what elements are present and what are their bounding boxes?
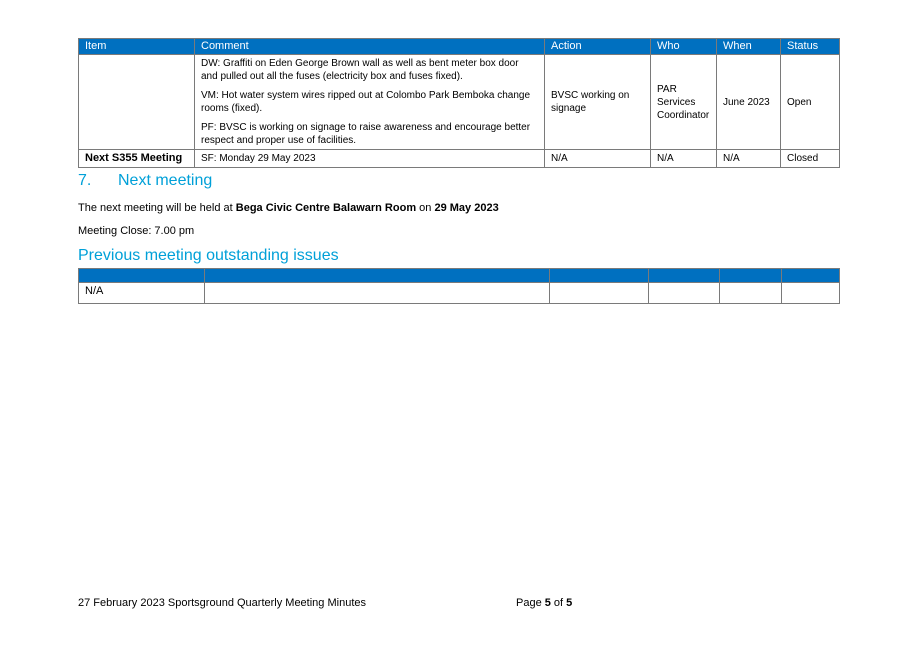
cell-status: Closed xyxy=(781,150,840,168)
header-status: Status xyxy=(781,39,840,55)
section-title: Next meeting xyxy=(118,172,213,189)
table-header-row xyxy=(79,39,840,55)
cell-when: June 2023 xyxy=(717,55,781,150)
previous-issues-table xyxy=(78,268,840,304)
section-heading-next-meeting xyxy=(78,171,212,191)
comment-dw: DW: Graffiti on Eden George Brown wall as well as bent meter box door and pulled out all the fuses (electricity box and fuses fixed). xyxy=(201,58,519,82)
actions-table xyxy=(78,38,840,168)
section-heading-previous-issues: Previous meeting outstanding issues xyxy=(78,247,339,264)
footer-title: 27 February 2023 Sportsground Quarterly Meeting Minutes xyxy=(78,597,366,609)
cell-comment: SF: Monday 29 May 2023 xyxy=(195,150,545,168)
next-meeting-text: The next meeting will be held at Bega Civic Centre Balawarn Room on 29 May 2023 xyxy=(78,202,499,214)
comment-pf: PF: BVSC is working on signage to raise awareness and encourage better respect and proper use of facilities. xyxy=(201,122,531,146)
cell-comment xyxy=(195,55,545,150)
cell-comment xyxy=(205,283,550,304)
header-action: Action xyxy=(545,39,651,55)
cell-item: Next S355 Meeting xyxy=(79,150,195,168)
header-who: Who xyxy=(651,39,717,55)
cell-action: N/A xyxy=(545,150,651,168)
cell-action: BVSC working on signage xyxy=(545,55,651,150)
header-item: Item xyxy=(79,39,195,55)
header-cell xyxy=(649,269,720,283)
table-row xyxy=(79,150,840,168)
page-number: Page 5 of 5 xyxy=(516,597,573,609)
cell-status: Open xyxy=(781,55,840,150)
table-header-row xyxy=(79,269,840,283)
header-cell xyxy=(79,269,205,283)
cell-who xyxy=(649,283,720,304)
header-comment: Comment xyxy=(195,39,545,55)
table-row xyxy=(79,283,840,304)
meeting-date: 29 May 2023 xyxy=(434,202,499,214)
cell-item xyxy=(79,55,195,150)
meeting-close-text: Meeting Close: 7.00 pm xyxy=(78,225,195,237)
cell-action xyxy=(550,283,649,304)
comment-vm: VM: Hot water system wires ripped out at Colombo Park Bemboka change rooms (fixed). xyxy=(201,90,531,114)
section-number: 7. xyxy=(78,172,92,189)
cell-when: N/A xyxy=(717,150,781,168)
meeting-location: Bega Civic Centre Balawarn Room xyxy=(235,202,417,214)
header-cell xyxy=(205,269,550,283)
cell-status xyxy=(782,283,840,304)
header-cell xyxy=(782,269,840,283)
header-cell xyxy=(550,269,649,283)
header-when: When xyxy=(717,39,781,55)
cell-item: N/A xyxy=(79,283,205,304)
cell-who: N/A xyxy=(651,150,717,168)
cell-when xyxy=(720,283,782,304)
header-cell xyxy=(720,269,782,283)
table-row xyxy=(79,55,840,150)
cell-who: PAR Services Coordinator xyxy=(651,55,717,150)
